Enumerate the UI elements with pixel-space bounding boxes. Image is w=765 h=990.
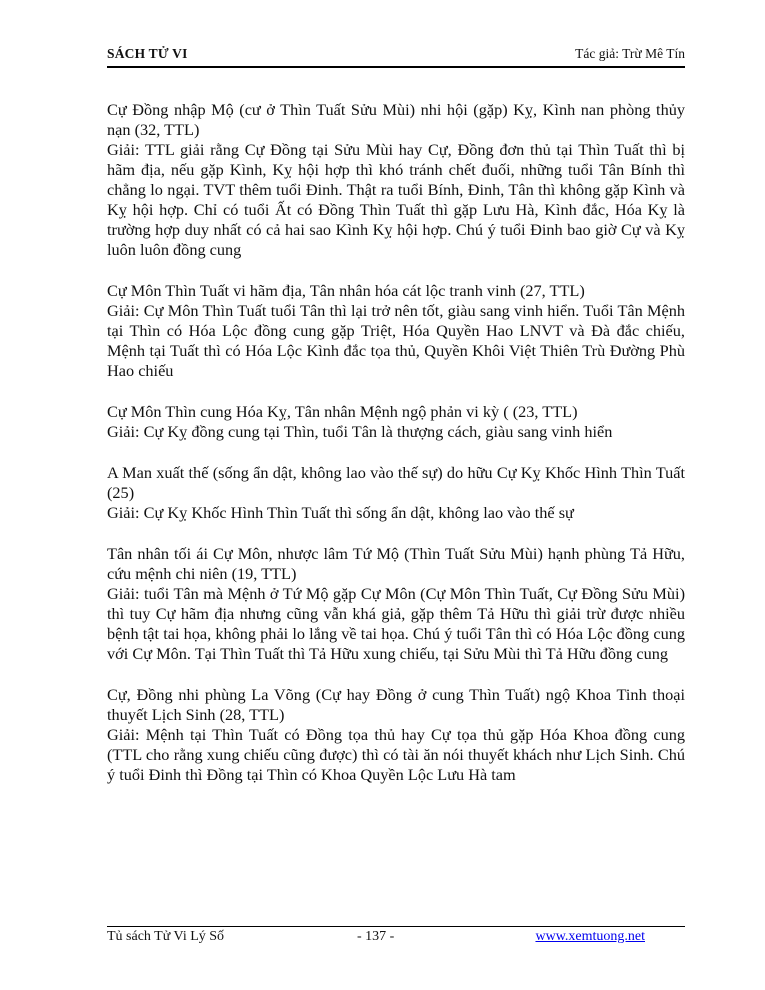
entry-verse: Cự Môn Thìn Tuất vi hãm địa, Tân nhân hóa cát lộc tranh vinh (27, TTL) (107, 281, 585, 300)
entry-verse: Cự Môn Thìn cung Hóa Kỵ, Tân nhân Mệnh ngộ phản vi kỳ ( (23, TTL) (107, 402, 578, 421)
entry-verse: Cự, Đồng nhi phùng La Võng (Cự hay Đồng ở cung Thìn Tuất) ngộ Khoa Tinh thoại thuyết Lịch Sinh (28, TTL) (107, 685, 685, 724)
entry-explanation: Giải: Cự Kỵ Khốc Hình Thìn Tuất thì sống ẩn dật, không lao vào thế sự (107, 503, 574, 522)
entry (107, 544, 685, 664)
entry-verse: A Man xuất thế (sống ẩn dật, không lao vào thế sự) do hữu Cự Kỵ Khốc Hình Thìn Tuất (25) (107, 463, 685, 502)
entry (107, 685, 685, 785)
book-title: SÁCH TỬ VI (107, 46, 188, 61)
page-footer (107, 926, 685, 949)
page-number: - 137 - (357, 929, 395, 944)
entry-explanation: Giải: Mệnh tại Thìn Tuất có Đồng tọa thủ hay Cự tọa thủ gặp Hóa Khoa đồng cung (TTL cho rằng xung chiếu cũng được) thì có tài ăn nói thuyết khách như Lịch Sinh. Chú ý tuổi Đinh thì Đồng tại Thìn có Khoa Quyền Lộc Lưu Hà tam (107, 725, 685, 784)
entry-verse: Cự Đồng nhập Mộ (cư ở Thìn Tuất Sửu Mùi) nhi hội (gặp) Kỵ, Kình nan phòng thủy nạn (32, TTL) (107, 100, 685, 139)
entry-explanation: Giải: tuổi Tân mà Mệnh ở Tứ Mộ gặp Cự Môn (Cự Môn Thìn Tuất, Cự Đồng Sửu Mùi) thì tuy Cự hãm địa nhưng cũng vẫn khá giả, gặp thêm Tả Hữu thì giải trừ được nhiều bệnh tật tai họa, không phải lo lắng về tai họa. Chú ý tuổi Tân thì có Hóa Lộc đồng cung với Cự Môn. Tại Thìn Tuất thì Tả Hữu xung chiếu, tại Sửu Mùi thì Tả Hữu đồng cung (107, 584, 685, 663)
author-label: Tác giả: Trừ Mê Tín (575, 46, 685, 61)
website-link[interactable]: www.xemtuong.net (535, 929, 645, 944)
entry (107, 100, 685, 260)
series-name: Tủ sách Tử Vi Lý Số (107, 929, 225, 944)
entry (107, 402, 685, 442)
entry-explanation: Giải: Cự Môn Thìn Tuất tuổi Tân thì lại trở nên tốt, giàu sang vinh hiển. Tuổi Tân Mệnh tại Thìn có Hóa Lộc đồng cung gặp Triệt, Hóa Quyền Hao LNVT và Đà đắc chiếu, Mệnh tại Tuất thì có Hóa Lộc Kình đắc tọa thủ, Quyền Khôi Việt Thiên Trù Đường Phù Hao chiếu (107, 301, 685, 380)
page-header (107, 44, 685, 68)
entry-explanation: Giải: Cự Kỵ đồng cung tại Thìn, tuổi Tân là thượng cách, giàu sang vinh hiển (107, 422, 613, 441)
entry-verse: Tân nhân tối ái Cự Môn, nhược lâm Tứ Mộ (Thìn Tuất Sửu Mùi) hạnh phùng Tả Hữu, cứu mệnh chi niên (19, TTL) (107, 544, 685, 583)
entry-explanation: Giải: TTL giải rằng Cự Đồng tại Sửu Mùi hay Cự, Đồng đơn thủ tại Thìn Tuất thì bị hãm địa, nếu gặp Kình, Kỵ hội hợp thì khó tránh chết đuối, những tuổi Tân Bính thì chẳng lo ngại. TVT thêm tuổi Đinh. Thật ra tuổi Bính, Đinh, Tân thì không gặp Kình và Kỵ hội hợp. Chỉ có tuổi Ất có Đồng Thìn Tuất thì gặp Lưu Hà, Kình đắc, Hóa Kỵ là trường hợp duy nhất có cả hai sao Kình Kỵ hội hợp. Chú ý tuổi Đinh bao giờ Cự và Kỵ luôn luôn đồng cung (107, 140, 685, 259)
page-content (107, 100, 685, 806)
entry (107, 281, 685, 381)
entry (107, 463, 685, 523)
